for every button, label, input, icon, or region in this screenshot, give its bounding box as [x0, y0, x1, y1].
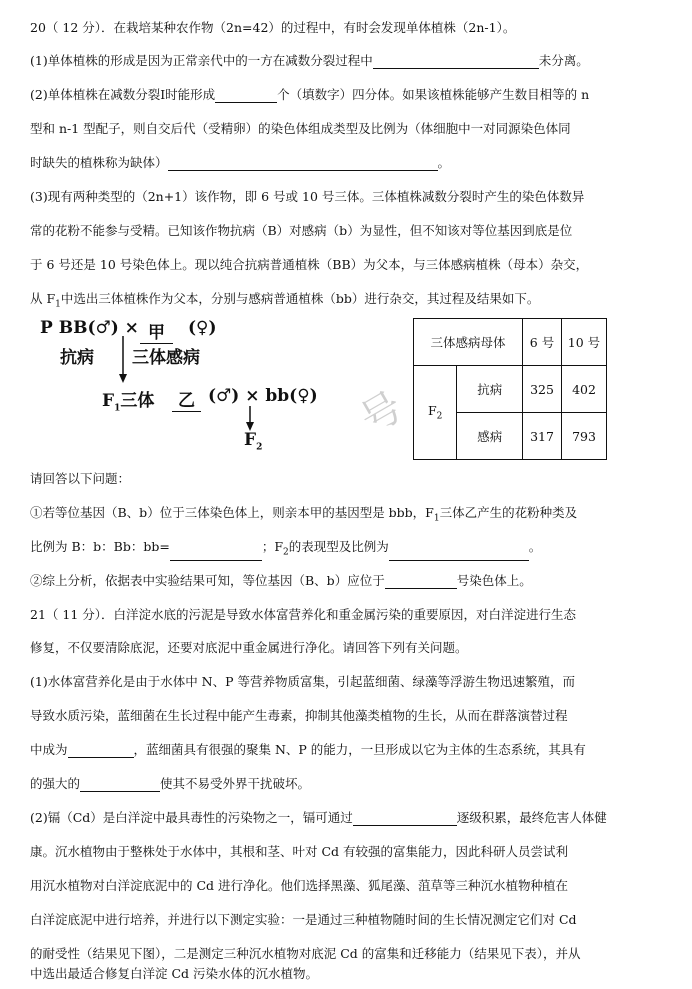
results-table — [413, 318, 607, 460]
q20-line: 于 6 号还是 10 号染色体上。现以纯合抗病普通植株（BB）为父本，与三体感病植株（母本）杂交， — [30, 257, 589, 272]
q21-line: 中选出最适合修复白洋淀 Cd 污染水体的沉水植物。 — [30, 966, 319, 981]
q21-line: 白洋淀底泥中进行培养，并进行以下测定实验：一是通过三种植物随时间的生长情况测定它们对 Cd — [30, 912, 577, 927]
down-arrow-icon — [118, 336, 128, 384]
disease-resistant-label: 抗病 — [60, 348, 94, 368]
q21-line: 康。沉水植物由于整株处于水体中，其根和茎、叶对 Cd 有较强的富集能力，因此科研人员尝试利 — [30, 844, 569, 859]
q21-line: 的耐受性（结果见下图），二是测定三种沉水植物对底泥 Cd 的富集和迁移能力（结果见下表），并从 — [30, 946, 581, 961]
table-header-cell: 10 号 — [562, 319, 607, 366]
q20-text: 比例为 B：b：Bb：bb= — [30, 539, 170, 554]
table-cell: 抗病 — [457, 366, 523, 413]
f2-letter: F — [427, 403, 437, 419]
trisomic-label: 三体 — [120, 391, 155, 411]
answer-blank — [68, 744, 134, 758]
q21-line: 导致水质污染，蓝细菌在生长过程中能产生毒素，抑制其他藻类植物的生长，从而在群落演替过程 — [30, 708, 568, 723]
q21-text: 中成为 — [30, 742, 68, 757]
subscript: 1 — [114, 403, 121, 414]
q21-text: 逐级积累，最终危害人体健 — [456, 810, 607, 825]
trisomic-susceptible-label: 三体感病 — [132, 348, 200, 368]
q20-sub1-line — [30, 539, 541, 561]
q20-part2-tail: 个（填数字）四分体。如果该植株能够产生数目相等的 n — [277, 87, 590, 102]
q21-text: 的强大的 — [30, 776, 81, 791]
q20-prompt: 请回答以下问题： — [30, 471, 131, 486]
q20-text: ②综上分析，依据表中实验结果可知，等位基因（B、b）应位于 — [30, 573, 385, 588]
q21-line: 修复，不仅要清除底泥，还要对底泥中重金属进行净化。请回答下列有关问题。 — [30, 640, 468, 655]
subscript: 1 — [433, 513, 440, 524]
subscript: 2 — [256, 442, 263, 453]
cross-diagram — [40, 318, 380, 458]
subscript: 2 — [283, 547, 289, 558]
parent-cross-label: P BB(♂) × — [40, 318, 139, 338]
q20-stem: 20（ 12 分）．在栽培某种农作物（2n=42）的过程中，有时会发现单体植株（2n-1）。 — [30, 20, 516, 35]
answer-blank — [353, 812, 457, 826]
q20-text: 时缺失的植株称为缺体） — [30, 155, 168, 170]
q21-stem: 21（ 11 分）．白洋淀水底的污泥是导致水体富营养化和重金属污染的重要原因，对白洋淀进行生态 — [30, 607, 577, 622]
q20-text: ①若等位基因（B、b）位于三体染色体上，则亲本甲的基因型是 bbb，F — [30, 505, 434, 520]
q20-text: ；F — [261, 539, 284, 554]
answer-blank — [215, 89, 277, 103]
subscript: 1 — [55, 299, 61, 310]
q20-text: 的表现型及比例为 — [288, 539, 389, 554]
answer-blank — [170, 547, 262, 561]
q21-line — [30, 742, 586, 758]
q21-part1: (1)水体富营养化是由于水体中 N、P 等营养物质富集，引起蓝细菌、绿藻等浮游生物迅速繁殖，而 — [30, 674, 576, 689]
q20-part3: (3)现有两种类型的（2n+1）该作物，即 6 号或 10 号三体。三体植株减数分裂时产生的染色体数异 — [30, 189, 585, 204]
q20-sub1 — [30, 505, 577, 527]
q21-text: 使其不易受外界干扰破坏。 — [160, 776, 311, 791]
table-cell: 感病 — [457, 413, 523, 460]
table-cell: 325 — [523, 366, 562, 413]
q20-text: 。 — [437, 155, 451, 170]
table-cell: 793 — [562, 413, 607, 460]
f2-letter: F — [244, 430, 257, 450]
answer-blank — [168, 157, 438, 171]
table-cell: 317 — [523, 413, 562, 460]
table-row — [414, 366, 607, 413]
answer-blank — [80, 778, 160, 792]
q20-part2 — [30, 87, 589, 103]
q20-text: 号染色体上。 — [456, 573, 532, 588]
subscript: 2 — [436, 411, 443, 422]
q20-part1-text: (1)单体植株的形成是因为正常亲代中的一方在减数分裂过程中 — [30, 53, 373, 68]
q20-part1-tail: 未分离。 — [538, 53, 589, 68]
q21-part2 — [30, 810, 607, 826]
parent-jia-label: 甲 — [140, 318, 173, 344]
watermark: 号 — [352, 383, 411, 444]
table-cell: 402 — [562, 366, 607, 413]
f1-yi-label: 乙 — [172, 386, 201, 412]
f2-label — [244, 430, 262, 452]
q20-part2-text: (2)单体植株在减数分裂Ⅰ时能形成 — [30, 87, 216, 102]
f1-letter: F — [102, 391, 115, 411]
table-header-row — [414, 319, 607, 366]
q21-text: (2)镉（Cd）是白洋淀中最具毒性的污染物之一，镉可通过 — [30, 810, 353, 825]
q20-part2-end — [30, 155, 450, 171]
answer-blank — [385, 575, 457, 589]
q21-text: ，蓝细菌具有很强的聚集 N、P 的能力，一旦形成以它为主体的生态系统，其具有 — [133, 742, 586, 757]
q20-sub2 — [30, 573, 532, 589]
q20-part1 — [30, 53, 589, 69]
q20-text: 。 — [528, 539, 542, 554]
q20-text: 中选出三体植株作为父本，分别与感病普通植株（bb）进行杂交，其过程及结果如下。 — [60, 291, 540, 306]
q20-line: 常的花粉不能参与受精。已知该作物抗病（B）对感病（b）为显性，但不知该对等位基因到底是位 — [30, 223, 573, 238]
q21-line — [30, 776, 310, 792]
table-header-cell: 三体感病母体 — [414, 319, 523, 366]
testcross-label: (♂) × bb(♀) — [208, 386, 318, 406]
table-header-cell: 6 号 — [523, 319, 562, 366]
q20-line: 型和 n-1 型配子，则自交后代（受精卵）的染色体组成类型及比例为（体细胞中一对同源染色体同 — [30, 121, 571, 136]
f1-label — [102, 386, 154, 413]
q20-line — [30, 291, 539, 313]
q20-text: 三体乙产生的花粉种类及 — [439, 505, 578, 520]
answer-blank — [389, 547, 529, 561]
table-group-cell — [414, 366, 457, 460]
down-arrow-icon — [245, 406, 255, 432]
q20-text: 从 F — [30, 291, 56, 306]
q21-line: 用沉水植物对白洋淀底泥中的 Cd 进行净化。他们选择黑藻、狐尾藻、菹草等三种沉水植物种植在 — [30, 878, 569, 893]
female-symbol: (♀) — [188, 318, 217, 338]
answer-blank — [373, 55, 539, 69]
